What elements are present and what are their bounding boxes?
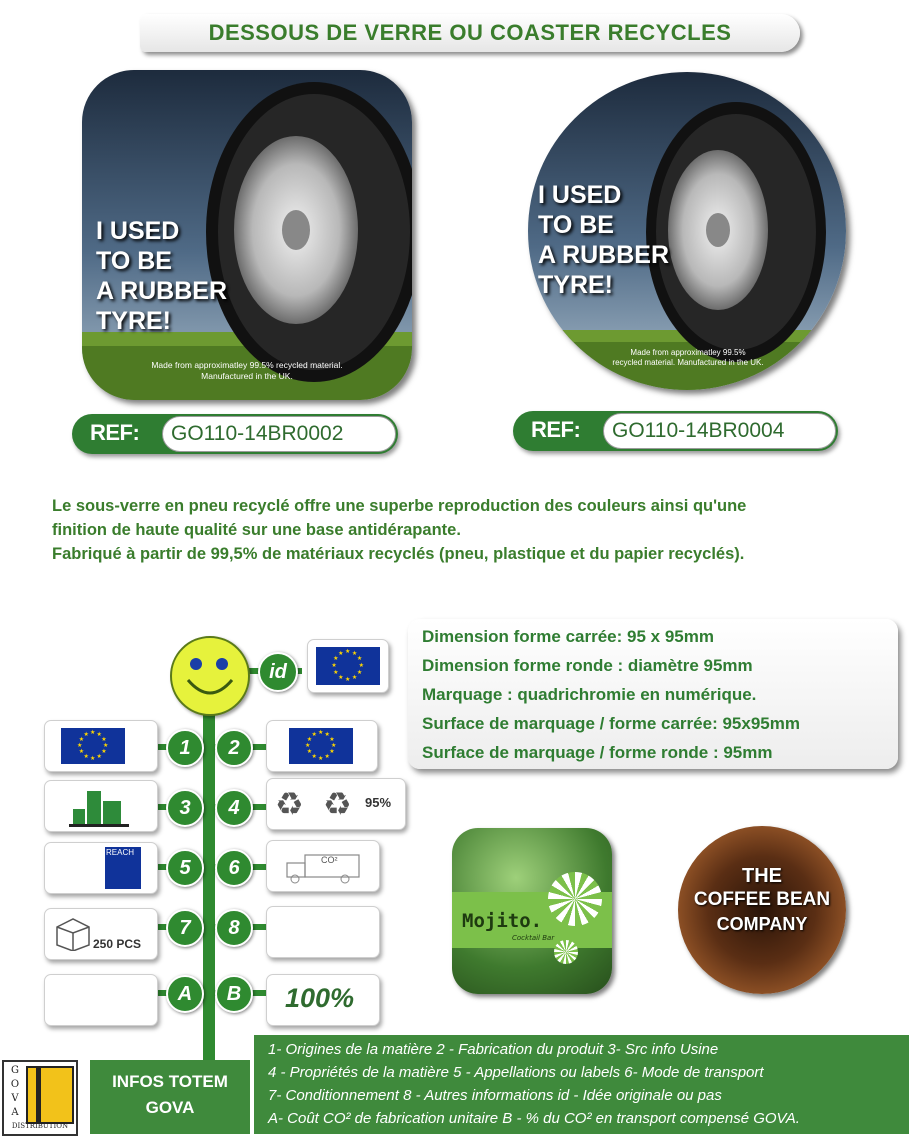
eu-star-icon: ★ bbox=[331, 662, 337, 669]
eu-star-icon: ★ bbox=[345, 675, 351, 683]
co2-compensated-value: 100% bbox=[285, 983, 355, 1013]
eu-star-icon: ★ bbox=[351, 650, 358, 658]
ref-value: GO110-14BR0002 bbox=[162, 416, 396, 452]
logo-emblem-icon bbox=[26, 1066, 74, 1124]
spec-line: Surface de marquage / forme ronde : 95mm bbox=[422, 743, 773, 762]
legend-line: 1- Origines de la matière 2 - Fabrication du produit 3- Src info Usine bbox=[268, 1041, 719, 1058]
eu-star-icon: ★ bbox=[101, 735, 107, 743]
page-title: DESSOUS DE VERRE OU COASTER RECYCLES bbox=[208, 20, 732, 45]
eu-star-icon: ★ bbox=[318, 754, 324, 762]
eu-star-icon: ★ bbox=[351, 673, 358, 681]
eu-flag-icon bbox=[289, 728, 353, 764]
eu-star-icon: ★ bbox=[311, 753, 317, 761]
transport-box bbox=[266, 840, 380, 892]
eu-star-icon: ★ bbox=[356, 668, 363, 676]
other-info-box bbox=[266, 906, 380, 958]
pieces-count: 250 PCS bbox=[93, 937, 142, 951]
coaster-note: Made from approximatley 99.5% recycled material. bbox=[151, 360, 343, 370]
totem-trunk bbox=[203, 700, 215, 1060]
packaging-box bbox=[44, 908, 158, 960]
coffee-line: THE bbox=[742, 865, 782, 887]
smiley-icon bbox=[170, 636, 250, 716]
totem-number-badge: 4 bbox=[215, 789, 253, 827]
totem-number-badge: 6 bbox=[215, 849, 253, 887]
pinwheel-icon bbox=[548, 872, 602, 926]
co2-cost-box bbox=[44, 974, 158, 1026]
square-coaster-image bbox=[82, 70, 412, 400]
eu-star-icon: ★ bbox=[318, 729, 324, 737]
coaster-note: Manufactured in the UK. bbox=[201, 371, 293, 381]
coaster-slogan-line: TYRE! bbox=[96, 307, 171, 335]
totem-number-badge: 2 bbox=[215, 729, 253, 767]
logo-letter: A bbox=[11, 1107, 19, 1118]
legend-box bbox=[254, 1035, 909, 1134]
eu-star-icon: ★ bbox=[101, 748, 107, 756]
totem-number-badge: 5 bbox=[166, 849, 204, 887]
co2-compensated-box bbox=[266, 974, 380, 1026]
eu-star-icon: ★ bbox=[311, 730, 317, 738]
ref-label: REF: bbox=[531, 417, 581, 442]
material-properties-box bbox=[266, 778, 406, 830]
eu-star-icon: ★ bbox=[356, 655, 363, 663]
totem-letter-badge: B bbox=[215, 975, 253, 1013]
eu-star-icon: ★ bbox=[96, 753, 102, 761]
eu-flag-icon bbox=[316, 647, 380, 685]
logo-caption: DISTRIBUTION bbox=[11, 1122, 69, 1130]
eu-star-icon: ★ bbox=[358, 662, 365, 669]
reach-eu-flag-icon bbox=[105, 847, 141, 889]
spec-line: Marquage : quadrichromie en numérique. bbox=[422, 685, 757, 704]
eu-star-icon: ★ bbox=[77, 742, 83, 749]
eu-flag-icon bbox=[61, 728, 125, 764]
coaster-note: recycled material. Manufactured in the UK. bbox=[612, 358, 764, 367]
description-line: Fabriqué à partir de 99,5% de matériaux recyclés (pneu, plastique et du papier recyclés). bbox=[52, 545, 745, 563]
coaster-slogan-line: I USED bbox=[538, 181, 622, 209]
eu-star-icon: ★ bbox=[78, 748, 85, 756]
eu-star-icon: ★ bbox=[90, 754, 96, 762]
totem-title-line: GOVA bbox=[145, 1098, 195, 1117]
coffee-line: COMPANY bbox=[716, 914, 808, 934]
totem-title-line: INFOS TOTEM bbox=[112, 1072, 228, 1091]
coaster-slogan-line: TO BE bbox=[538, 211, 614, 239]
title-banner bbox=[140, 14, 800, 52]
eu-star-icon: ★ bbox=[96, 730, 102, 738]
recycle-icon: ♻ bbox=[275, 785, 304, 823]
coaster-note: Made from approximatley 99.5% bbox=[630, 348, 746, 357]
coaster-slogan-line: A RUBBER bbox=[96, 277, 228, 305]
eu-star-icon: ★ bbox=[345, 648, 351, 656]
coaster-slogan-line: A RUBBER bbox=[538, 241, 670, 269]
eu-star-icon: ★ bbox=[338, 673, 344, 681]
logo-letter: G bbox=[11, 1065, 19, 1076]
coffee-line: COFFEE BEAN bbox=[693, 889, 831, 910]
totem-title-box bbox=[90, 1060, 250, 1134]
origin-box bbox=[44, 720, 158, 772]
eu-star-icon: ★ bbox=[338, 650, 344, 658]
totem-number-badge: 3 bbox=[166, 789, 204, 827]
ref-pill-square bbox=[72, 414, 398, 454]
spec-line: Dimension forme carrée: 95 x 95mm bbox=[422, 627, 714, 646]
totem-number-badge: 7 bbox=[166, 909, 204, 947]
ref-label: REF: bbox=[90, 420, 140, 445]
factory-box bbox=[44, 780, 158, 832]
totem-number-badge: 1 bbox=[166, 729, 204, 767]
eu-star-icon: ★ bbox=[333, 655, 339, 663]
mojito-subtitle: Cocktail Bar bbox=[512, 934, 555, 942]
eu-flag-box bbox=[307, 639, 389, 693]
round-coaster-image bbox=[528, 72, 846, 390]
product-description bbox=[52, 494, 902, 566]
eu-star-icon: ★ bbox=[90, 729, 96, 737]
coaster-slogan-line: TO BE bbox=[96, 247, 172, 275]
specifications-box bbox=[408, 619, 898, 769]
eu-star-icon: ★ bbox=[83, 730, 89, 738]
labels-box bbox=[44, 842, 158, 894]
eu-star-icon: ★ bbox=[306, 735, 313, 743]
eu-star-icon: ★ bbox=[306, 748, 313, 756]
eu-star-icon: ★ bbox=[305, 742, 311, 749]
eu-star-icon: ★ bbox=[329, 735, 335, 743]
coaster-slogan-line: I USED bbox=[96, 217, 180, 245]
logo-letter: V bbox=[11, 1093, 19, 1104]
co2-label: CO² bbox=[321, 855, 338, 865]
description-line: Le sous-verre en pneu recyclé offre une superbe reproduction des couleurs ainsi qu'une bbox=[52, 497, 747, 515]
mojito-coaster-example bbox=[452, 828, 612, 994]
eu-star-icon: ★ bbox=[324, 753, 330, 761]
eu-star-icon: ★ bbox=[324, 730, 330, 738]
totem-id-badge: id bbox=[258, 652, 298, 692]
recycle-icon: ♻ bbox=[323, 785, 352, 823]
eu-star-icon: ★ bbox=[78, 735, 85, 743]
fabrication-box bbox=[266, 720, 378, 772]
gova-logo bbox=[2, 1060, 78, 1136]
eu-star-icon: ★ bbox=[330, 742, 337, 749]
logo-letter: O bbox=[10, 1079, 20, 1090]
coffee-coaster-example bbox=[678, 826, 846, 994]
eu-star-icon: ★ bbox=[102, 742, 109, 749]
eu-star-icon: ★ bbox=[83, 753, 89, 761]
legend-line: 4 - Propriétés de la matière 5 - Appellations ou labels 6- Mode de transport bbox=[268, 1064, 764, 1081]
totem-number-badge: 8 bbox=[215, 909, 253, 947]
box-icon bbox=[51, 913, 95, 951]
eu-star-icon: ★ bbox=[329, 748, 335, 756]
reach-label: REACH bbox=[106, 848, 135, 857]
legend-line: A- Coût CO² de fabrication unitaire B - % du CO² en transport compensé GOVA. bbox=[268, 1110, 800, 1127]
factory-icon bbox=[69, 787, 129, 827]
description-line: finition de haute qualité sur une base antidérapante. bbox=[52, 521, 461, 539]
mojito-brand: Mojito. bbox=[462, 910, 543, 932]
ref-pill-round bbox=[513, 411, 838, 451]
recycle-percentage: 95% bbox=[365, 795, 392, 810]
spec-line: Surface de marquage / forme carrée: 95x95mm bbox=[422, 714, 800, 733]
pinwheel-icon bbox=[554, 940, 578, 964]
ref-value: GO110-14BR0004 bbox=[603, 413, 836, 449]
spec-line: Dimension forme ronde : diamètre 95mm bbox=[422, 656, 753, 675]
totem-letter-badge: A bbox=[166, 975, 204, 1013]
eu-star-icon: ★ bbox=[333, 668, 339, 676]
legend-line: 7- Conditionnement 8 - Autres informations id - Idée originale ou pas bbox=[268, 1087, 722, 1104]
coaster-slogan-line: TYRE! bbox=[538, 271, 613, 299]
